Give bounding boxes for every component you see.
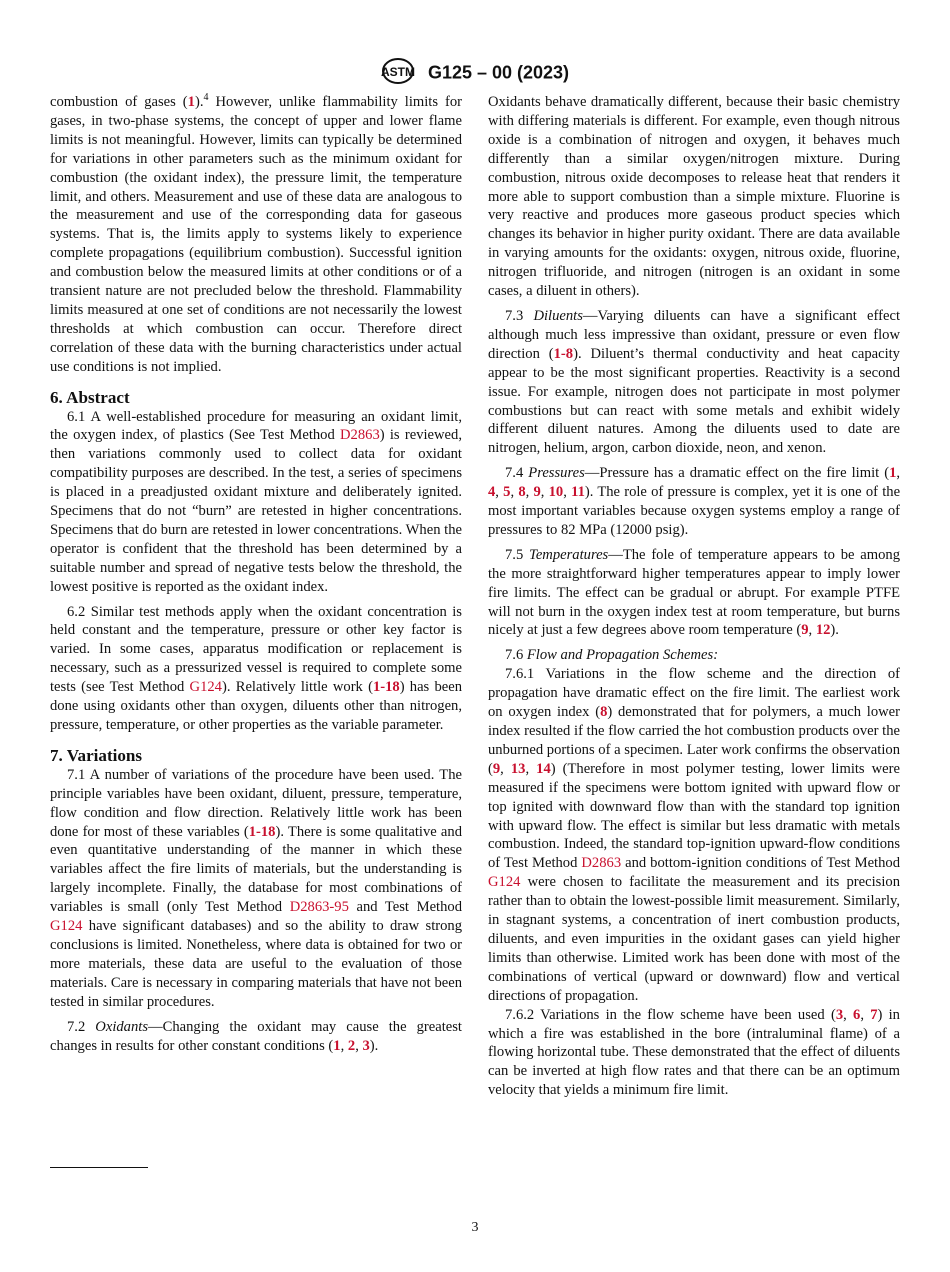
text-run: ) in which a fire was established in the bore (intraluminal flame) of a flowing horizontal tube. These demonstrated that the effect of diluents can be inverted at high flow rates and that there can be an optimum velocity that yields a minimum fire limit.: [488, 1006, 900, 1099]
paragraph: [488, 1006, 900, 1101]
text-run: ,: [355, 1037, 363, 1054]
text-run: Oxidants behave dramatically different, because their basic chemistry with differing materials is different. For example, even though nitrous oxide is a combination of nitrogen and oxygen, it behaves much differently than a similar oxygen/nitrogen mixture. During combustion, nitrous oxide decomposes to release heat that renders it more able to support combustion than a simple mixture. Fluorine is very reactive and produces more gaseous product species which changes its behavior in higher purity oxidant. There are data available in varying amounts for the oxidants: oxygen, nitrous oxide, fluorine, nitrogen trifluoride, and nitrogen (nitrogen is an oxidant in some cases, a diluent in others).: [488, 94, 900, 300]
svg-text:ASTM: ASTM: [380, 65, 415, 79]
footnote-marker: 4: [203, 92, 209, 104]
reference-link[interactable]: 2: [347, 1037, 356, 1054]
footnote-rule: [50, 1167, 148, 1168]
text-run: 7.1 A number of variations of the procedure have been used. The principle variables have been oxidant, diluent, pressure, temperature, flow condition and flow direction. Relatively little work has been done for most of these variables (: [50, 766, 462, 840]
text-run: 7.2: [67, 1018, 96, 1035]
text-run: —Varying diluents can have a significant effect although much less impressive than oxidant, pressure or even flow direction (: [488, 307, 900, 362]
reference-link[interactable]: 1-18: [248, 823, 276, 840]
text-run: were chosen to facilitate the measurement and its precision rather than to obtain the lowest-possible limit measurement. Similarly, in stagnant systems, a concentration of inert combustion products, diluents, and even impurities in the oxidant gases can yield higher limits than otherwise. Limited work has been done with most of the combinations of vertical (upward or downward) flow and vertical directions of propagation.: [488, 874, 900, 1004]
paragraph: [488, 665, 900, 1005]
text-run: ) demonstrated that for polymers, a much lower index resulted if the flow carried the hot combustion products over the unburned portions of a specimen. Later work confirms the observation (: [488, 704, 900, 777]
standard-link[interactable]: D2863-95: [289, 899, 349, 916]
text-run: ). Relatively little work (: [221, 679, 373, 696]
text-run: 7.4: [505, 465, 529, 482]
text-run: ,: [860, 1006, 871, 1023]
text-run: combustion of gases (: [50, 94, 188, 110]
reference-link[interactable]: 3: [362, 1037, 370, 1054]
text-run: and bottom-ignition conditions of Test Method: [621, 855, 900, 872]
text-run: 6.2 Similar test methods apply when the oxidant concentration is held constant and the temperature, pressure or other key factor is varied. In some cases, apparatus modification or replacement is necessary, such as a pressurized vessel is required to complete some tests (see Test Method: [50, 603, 462, 696]
standard-designation: G125 – 00 (2023): [427, 62, 570, 83]
text-run: and Test Method: [348, 899, 462, 916]
text-run: —Changing the oxidant may cause the greatest changes in results for other constant conditions (: [50, 1018, 462, 1054]
paragraph: [50, 93, 462, 377]
reference-link[interactable]: 1-18: [372, 679, 400, 696]
text-run: 7.6: [505, 647, 527, 664]
text-run: ,: [540, 484, 549, 501]
standard-link[interactable]: G124: [50, 918, 83, 935]
paragraph: [488, 546, 900, 641]
text-run: ) has been done using oxidants other than oxygen, diluents other than nitrogen, pressure, temperature, or other properties as the variable parameter.: [50, 679, 462, 733]
reference-link[interactable]: 11: [571, 484, 585, 501]
section-heading: [50, 389, 462, 408]
text-run: ) is reviewed, then variations commonly used to collect data for oxidant compatibility purposes are described. In the test, a series of specimens is placed in a preadjusted oxidant mixture and deliberately ignited. Specimens that do not “burn” are retested in higher concentrations. Specimens that do burn are retested in lower concentrations. When the operator is confident that the threshold has been determined by a suitable number and spread of negative tests below the threshold, the lowest positive is reported as the oxidant index.: [50, 427, 462, 595]
left-column: [50, 93, 462, 1055]
italic-run: Temperatures: [529, 546, 609, 563]
paragraph: [488, 93, 900, 301]
reference-link[interactable]: 1: [187, 94, 195, 110]
reference-link[interactable]: 8: [600, 704, 608, 721]
reference-link[interactable]: 8: [518, 484, 526, 501]
text-run: ,: [340, 1037, 348, 1054]
reference-link[interactable]: 3: [835, 1006, 844, 1023]
standard-link[interactable]: D2863: [340, 427, 380, 444]
text-run: ). Diluent’s thermal conductivity and heat capacity appear to be the most significant properties. Reactivity is a second issue. For example, nitrogen does not participate in most polymer combustions but can react with some metals and exhibit widely different diluent natures. Among the diluents used to date are nitrogen, helium, argon, carbon dioxide, neon, and xenon.: [488, 345, 900, 457]
reference-link[interactable]: 7: [870, 1006, 878, 1023]
text-run: ,: [525, 760, 537, 777]
text-run: ,: [843, 1006, 854, 1023]
text-run: ,: [896, 465, 901, 482]
text-run: ).: [830, 622, 839, 639]
italic-run: Oxidants: [95, 1018, 148, 1035]
reference-link[interactable]: 9: [801, 622, 809, 639]
text-run: —Pressure has a dramatic effect on the fire limit (: [584, 465, 890, 482]
right-column: [488, 93, 900, 1100]
paragraph: [50, 408, 462, 597]
standard-link[interactable]: G124: [189, 679, 222, 696]
paragraph: [488, 464, 900, 540]
text-run: 6.1 A well-established procedure for measuring an oxidant limit, the oxygen index, of plastics (See Test Method: [50, 408, 462, 444]
text-run: ,: [525, 484, 534, 501]
text-run: However, unlike flammability limits for gases, in two-phase systems, the concept of upper and lower flame limits is not meaningful. However, limits can typically be determined for variations in other parameters such as the minimum oxidant for combustion (the oxidant index), the pressure limit, the temperature limit, and others. Measurement and use of these data are analogous to the measurement and use of the corresponding data for gaseous systems. That is, the limits apply to systems likely to experience complete propagations (equilibrium combustion). Successful ignition and combustion below the measured limits at other conditions or of a transient nature are not precluded below the threshold. Flammability limits measured at one set of conditions are not necessarily the lowest thresholds at which combustion can occur. Therefore direct correlation of these data with the burning characteristics under actual use conditions is not implied.: [50, 94, 463, 375]
paragraph: [50, 603, 462, 735]
text-run: 7.6.2 Variations in the flow scheme have been used (: [505, 1006, 836, 1023]
reference-link[interactable]: 9: [533, 484, 541, 501]
reference-link[interactable]: 6: [853, 1006, 861, 1023]
reference-link[interactable]: 1-8: [553, 345, 574, 362]
standard-link[interactable]: G124: [488, 874, 521, 891]
reference-link[interactable]: 12: [815, 622, 831, 639]
page-number: 3: [471, 1220, 479, 1235]
text-run: ,: [808, 622, 816, 639]
standard-link[interactable]: D2863: [581, 855, 622, 872]
text-run: 7. Variations: [50, 745, 143, 765]
paragraph: [50, 1018, 462, 1056]
reference-link[interactable]: 14: [536, 760, 551, 777]
text-run: have significant databases) and so the ability to draw strong conclusions is limited. Nonetheless, where data is obtained for two or more materials, these data are useful to the evaluation of those materials. Care is necessary in comparing materials that have not been tested in similar procedures.: [50, 918, 462, 1010]
italic-run: Pressures: [528, 465, 585, 482]
reference-link[interactable]: 5: [503, 484, 511, 501]
italic-run: Flow and Propagation Schemes:: [526, 647, 719, 664]
text-run: 7.5: [505, 546, 530, 563]
page-header: [0, 56, 950, 91]
text-run: 7.3: [505, 307, 534, 324]
italic-run: Diluents: [533, 307, 583, 324]
text-run: 7.6.1 Variations in the flow scheme and the direction of propagation have dramatic effect on the fire limit. The earliest work on oxygen index (: [488, 666, 900, 721]
reference-link[interactable]: 4: [488, 484, 496, 501]
reference-link[interactable]: 1: [333, 1037, 341, 1054]
text-run: ).: [369, 1037, 379, 1054]
reference-link[interactable]: 10: [548, 484, 564, 501]
text-run: ). The role of pressure is complex, yet it is one of the most important variables because oxygen systems employ a range of pressures to 82 MPa (12000 psig).: [488, 484, 901, 538]
paragraph: [488, 646, 900, 665]
paragraph: [488, 307, 900, 458]
text-run: ,: [510, 484, 519, 501]
text-run: 6. Abstract: [50, 387, 130, 407]
reference-link[interactable]: 1: [889, 465, 897, 482]
text-run: —The fole of temperature appears to be among the more straightforward higher temperatures appear to imply lower fire limits. The effect can be gradual or abrupt. For example PTFE will not burn in the oxygen index test at room temperature, but burns nicely at just a few degrees above room temperature (: [488, 546, 901, 639]
astm-logo-icon: [381, 56, 415, 91]
section-heading: [50, 747, 462, 766]
text-run: ,: [563, 484, 572, 501]
text-run: ). There is some qualitative and even quantitative understanding of the manner in which these variables affect the fire limits of materials, but the understanding is largely incomplete. Finally, the database for most combinations of variables is small (only Test Method: [50, 823, 462, 916]
text-run: ) (Therefore in most polymer testing, lower limits were measured if the specimens were bottom ignited with upward flow or top ignited with downward flow than with the standard top ignition with upward flow. The effect is similar but less dramatic with metals combustion. Indeed, the standard top-ignition upward-flow conditions of Test Method: [488, 760, 900, 872]
text-run: ,: [495, 484, 504, 501]
text-run: ,: [500, 760, 511, 777]
text-run: ).: [194, 94, 204, 110]
reference-link[interactable]: 9: [492, 760, 501, 777]
reference-link[interactable]: 13: [510, 760, 526, 777]
paragraph: [50, 766, 462, 1012]
